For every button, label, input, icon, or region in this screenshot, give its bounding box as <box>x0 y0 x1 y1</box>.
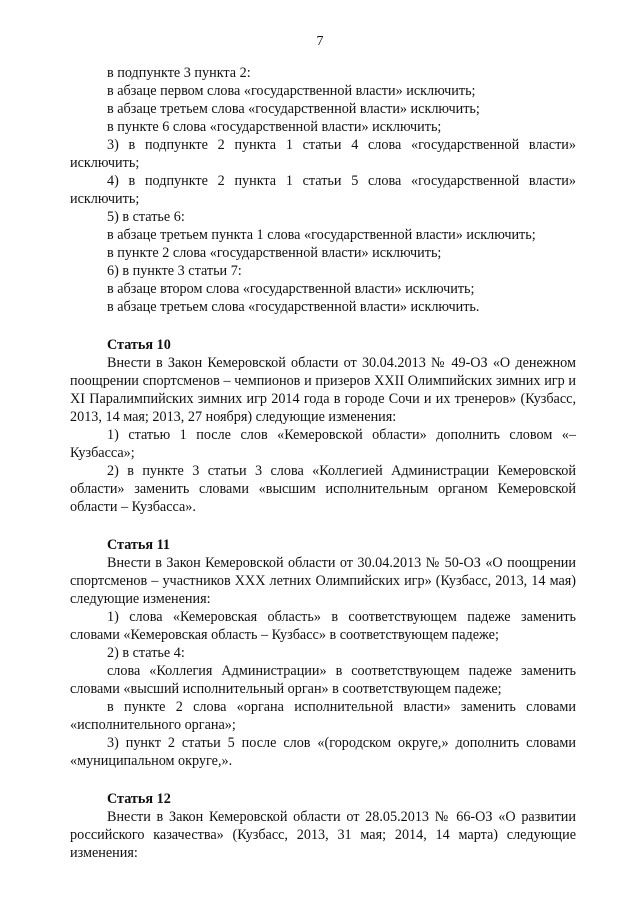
page-number: 7 <box>316 34 324 49</box>
paragraph: слова «Коллегия Администрации» в соответствующем падеже заменить словами «высший исполнительный орган» в соответствующем падеже; <box>70 663 576 697</box>
paragraph: 6) в пункте 3 статьи 7: <box>107 263 242 279</box>
paragraph: в абзаце третьем слова «государственной власти» исключить. <box>107 299 480 315</box>
paragraph: в пункте 6 слова «государственной власти» исключить; <box>107 119 442 135</box>
paragraph: 3) в подпункте 2 пункта 1 статьи 4 слова «государственной власти» исключить; <box>70 137 576 171</box>
document-body <box>70 64 576 862</box>
paragraph: в пункте 2 слова «органа исполнительной власти» заменить словами «исполнительного органа»; <box>70 699 576 733</box>
paragraph: 2) в пункте 3 статьи 3 слова «Коллегией Администрации Кемеровской области» заменить словами «высшим исполнительным органом Кемеровской области – Кузбасса». <box>70 463 576 515</box>
paragraph: в пункте 2 слова «государственной власти» исключить; <box>107 245 442 261</box>
paragraph: в абзаце втором слова «государственной власти» исключить; <box>107 281 475 297</box>
article-12-heading: Статья 12 <box>107 791 171 807</box>
paragraph: 2) в статье 4: <box>107 645 185 661</box>
paragraph: Внести в Закон Кемеровской области от 28.05.2013 № 66-ОЗ «О развитии российского казачества» (Кузбасс, 2013, 31 мая; 2014, 14 марта) следующие изменения: <box>70 809 576 861</box>
paragraph: в абзаце третьем пункта 1 слова «государственной власти» исключить; <box>107 227 536 243</box>
paragraph: 4) в подпункте 2 пункта 1 статьи 5 слова «государственной власти» исключить; <box>70 173 576 207</box>
article-11-heading: Статья 11 <box>107 537 171 553</box>
paragraph: в подпункте 3 пункта 2: <box>107 65 251 81</box>
paragraph: 5) в статье 6: <box>107 209 185 225</box>
paragraph: 1) статью 1 после слов «Кемеровской области» дополнить словом «– Кузбасса»; <box>70 427 576 461</box>
paragraph: 1) слова «Кемеровская область» в соответствующем падеже заменить словами «Кемеровская область – Кузбасс» в соответствующем падеже; <box>70 609 576 643</box>
paragraph: Внести в Закон Кемеровской области от 30.04.2013 № 50-ОЗ «О поощрении спортсменов – участников XXX летних Олимпийских игр» (Кузбасс, 2013, 14 мая) следующие изменения: <box>70 555 576 607</box>
paragraph: Внести в Закон Кемеровской области от 30.04.2013 № 49-ОЗ «О денежном поощрении спортсменов – чемпионов и призеров XXII Олимпийских зимних игр и XI Паралимпийских зимних игр 2014 года в городе Сочи и их тренеров» (Кузбасс, 2013, 14 мая; 2013, 27 ноября) следующие изменения: <box>70 355 576 425</box>
paragraph: в абзаце третьем слова «государственной власти» исключить; <box>107 101 480 117</box>
paragraph: в абзаце первом слова «государственной власти» исключить; <box>107 83 476 99</box>
paragraph: 3) пункт 2 статьи 5 после слов «(городском округе,» дополнить словами «муниципальном округе,». <box>70 735 576 769</box>
article-10-heading: Статья 10 <box>107 337 171 353</box>
